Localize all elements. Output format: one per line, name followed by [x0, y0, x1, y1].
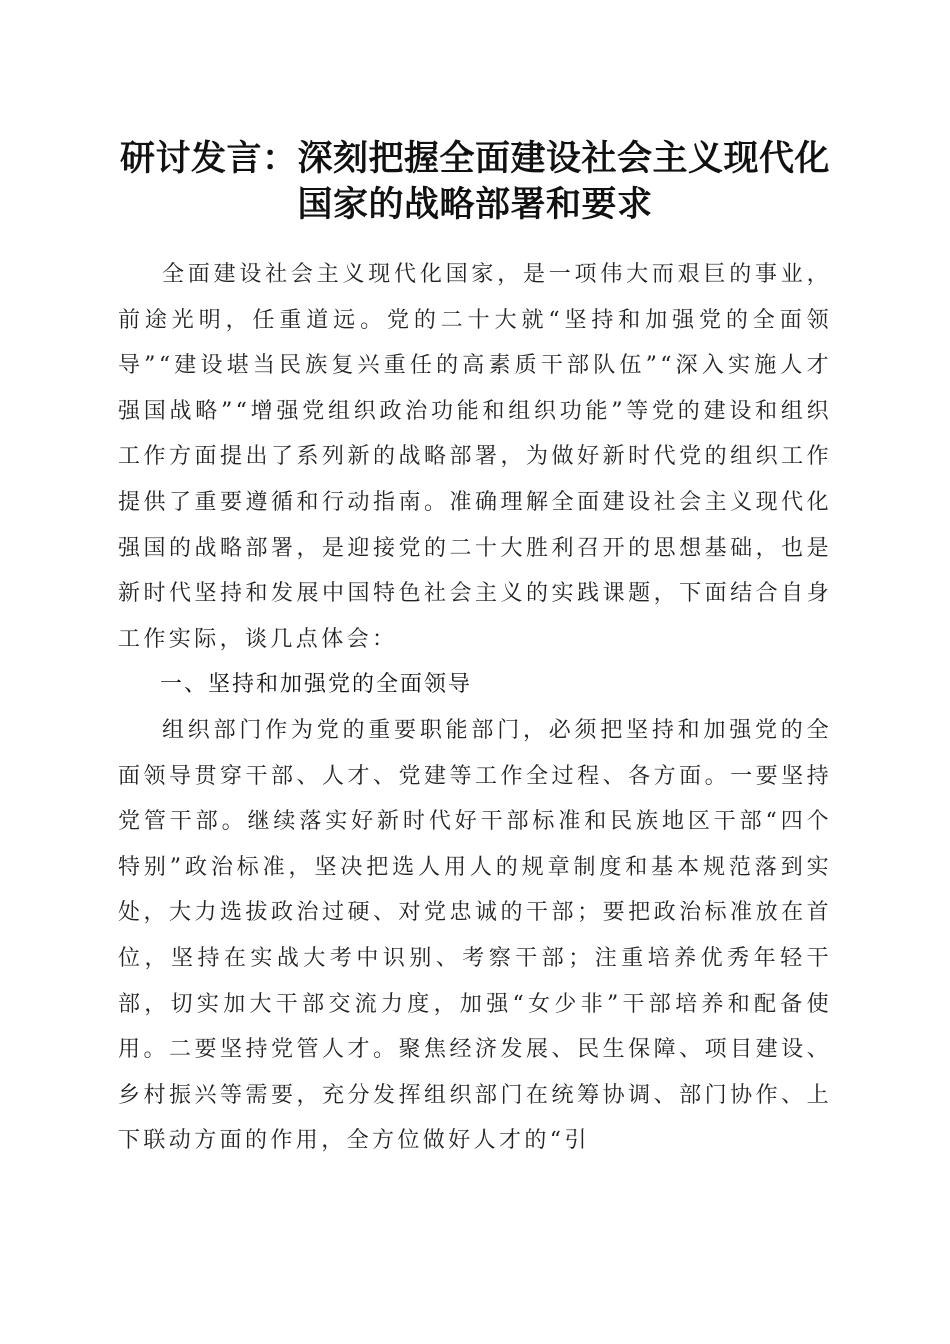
- intro-paragraph: 全面建设社会主义现代化国家，是一项伟大而艰巨的事业，前途光明，任重道远。党的二十大就“坚持和加强党的全面领导”“建设堪当民族复兴重任的高素质干部队伍”“深入实施人才强国战略”“增强党组织政治功能和组织功能”等党的建设和组织工作方面提出了系列新的战略部署，为做好新时代党的组织工作提供了重要遵循和行动指南。准确理解全面建设社会主义现代化强国的战略部署，是迎接党的二十大胜利召开的思想基础，也是新时代坚持和发展中国特色社会主义的实践课题，下面结合自身工作实际，谈几点体会：: [118, 262, 832, 652]
- section-heading-1: 一、坚持和加强党的全面领导: [160, 672, 473, 698]
- document-title: [100, 136, 850, 228]
- document-body: [118, 252, 832, 1164]
- section-1-paragraph: 组织部门作为党的重要职能部门，必须把坚持和加强党的全面领导贯穿干部、人才、党建等工作全过程、各方面。一要坚持党管干部。继续落实好新时代好干部标准和民族地区干部“四个特别”政治标准，坚决把选人用人的规章制度和基本规范落到实处，大力选拔政治过硬、对党忠诚的干部；要把政治标准放在首位，坚持在实战大考中识别、考察干部；注重培养优秀年轻干部，切实加大干部交流力度，加强“女少非”干部培养和配备使用。二要坚持党管人才。聚焦经济发展、民生保障、项目建设、乡村振兴等需要，充分发挥组织部门在统筹协调、部门协作、上下联动方面的作用，全方位做好人才的“引: [118, 717, 832, 1154]
- title-line-2: 国家的战略部署和要求: [297, 184, 653, 225]
- title-line-1: 研讨发言：深刻把握全面建设社会主义现代化: [119, 138, 830, 179]
